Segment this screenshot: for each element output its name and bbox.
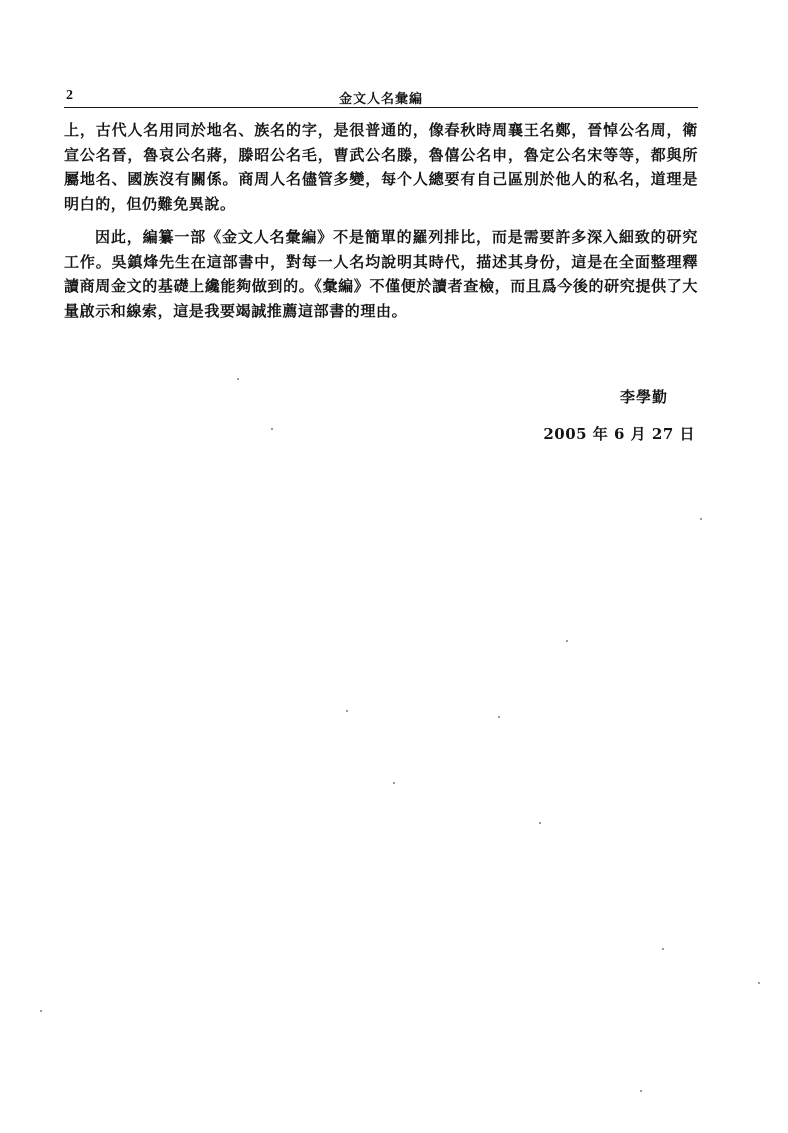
scan-speck xyxy=(40,1010,42,1012)
scan-speck xyxy=(393,782,395,784)
scan-speck xyxy=(271,428,273,430)
header-rule xyxy=(64,107,698,108)
signature-date: 2005 年 6 月 27 日 xyxy=(543,425,695,443)
author-signature: 李學勤 xyxy=(619,388,668,406)
running-title: 金文人名彙編 xyxy=(338,92,423,107)
scan-speck xyxy=(539,822,541,824)
scan-speck xyxy=(640,1090,642,1092)
paragraph: 因此，編纂一部《金文人名彙編》不是簡單的羅列排比，而是需要許多深入細致的研究工作。吳鎮烽先生在這部書中，對每一人名均說明其時代，描述其身份，這是在全面整理釋讀商周金文的基礎上纔能夠做到的。《彙編》不僅便於讀者查檢，而且爲今後的研究提供了大量啟示和線索，這是我要竭誠推薦這部書的理由。 xyxy=(64,228,698,320)
scan-speck xyxy=(346,710,348,712)
scan-speck xyxy=(700,518,702,520)
scan-speck xyxy=(566,640,568,642)
body-text xyxy=(64,118,698,323)
page-number: 2 xyxy=(66,88,73,103)
scan-speck xyxy=(498,716,500,718)
page-header xyxy=(64,86,698,106)
paragraph-continuation: 上，古代人名用同於地名、族名的字，是很普通的，像春秋時周襄王名鄭，晉悼公名周，衛宣公名晉，魯哀公名蔣，滕昭公名毛，曹武公名滕，魯僖公名申，魯定公名宋等等，都與所屬地名、國族沒有關係。商周人名儘管多變，每个人總要有自己區別於他人的私名，道理是明白的，但仍難免異說。 xyxy=(64,121,698,213)
scan-speck xyxy=(758,982,760,984)
scan-speck xyxy=(237,378,239,380)
scan-speck xyxy=(662,948,664,950)
